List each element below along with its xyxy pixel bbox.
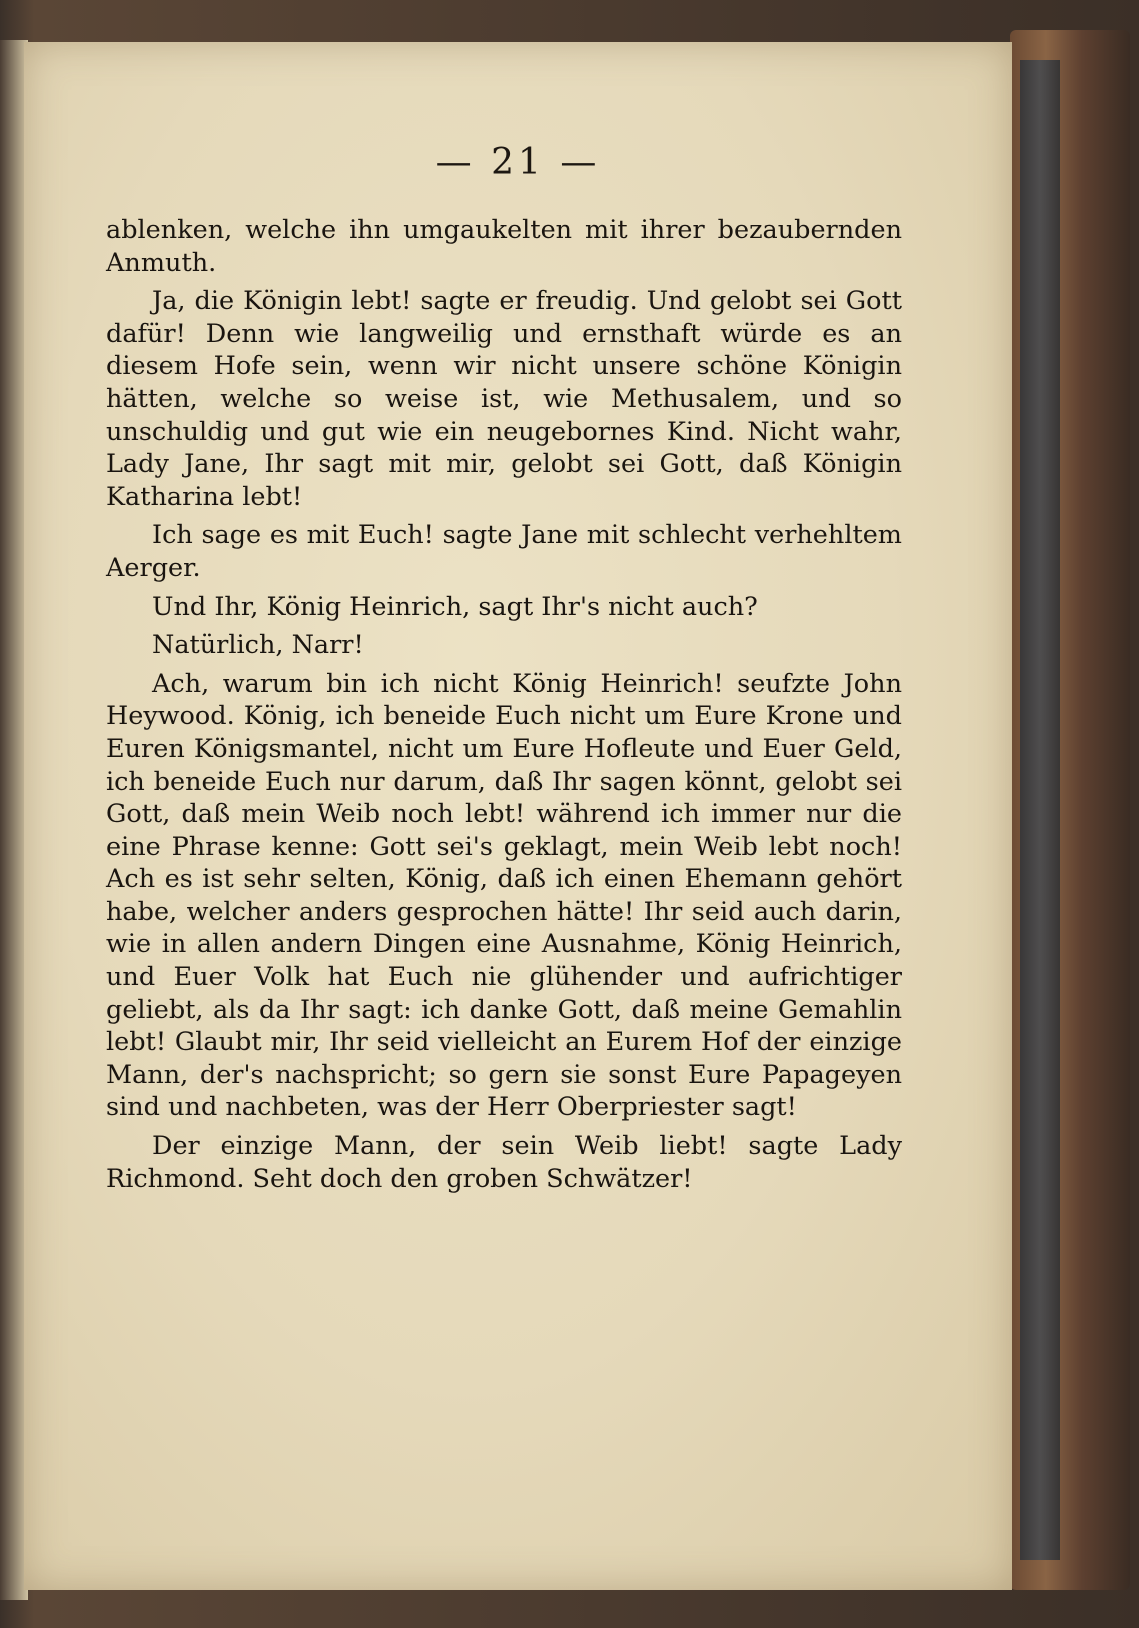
paragraph-3: Ich sage es mit Euch! sagte Jane mit schlecht verhehltem Aerger. bbox=[106, 520, 902, 583]
book-page bbox=[24, 42, 1012, 1590]
paragraph-6: Ach, warum bin ich nicht König Heinrich! seufzte John Heywood. König, ich beneide Euch nicht um Eure Krone und Euren Königsmantel, nicht um Eure Hofleute und Euer Geld, ich beneide Euch nur darum, daß Ihr sagen könnt, gelobt sei Gott, daß mein Weib noch lebt! während ich immer nur die eine Phrase kenne: Gott sei's geklagt, mein Weib lebt noch! Ach es ist sehr selten, König, daß ich einen Ehemann gehört habe, welcher anders gesprochen hätte! Ihr seid auch darin, wie in allen andern Dingen eine Ausnahme, König Heinrich, und Euer Volk hat Euch nie glühender und aufrichtiger geliebt, als da Ihr sagt: ich danke Gott, daß meine Gemahlin lebt! Glaubt mir, Ihr seid vielleicht an Eurem Hof der einzige Mann, der's nachspricht; so gern sie sonst Eure Papageyen sind und nachbeten, was der Herr Oberpriester sagt! bbox=[106, 668, 902, 1123]
paragraph-5: Natürlich, Narr! bbox=[152, 630, 364, 661]
paragraph-7: Der einzige Mann, der sein Weib liebt! sagte Lady Richmond. Seht doch den groben Schwätzer! bbox=[106, 1131, 902, 1194]
paragraph-1: ablenken, welche ihn umgaukelten mit ihrer bezaubernden Anmuth. bbox=[106, 215, 902, 278]
page-body-text bbox=[106, 214, 902, 1201]
paragraph-2: Ja, die Königin lebt! sagte er freudig. Und gelobt sei Gott dafür! Denn wie langweilig und ernsthaft würde es an diesem Hofe sein, wenn wir nicht unsere schöne Königin hätten, welche so weise ist, wie Methusalem, und so unschuldig und gut wie ein neugebornes Kind. Nicht wahr, Lady Jane, Ihr sagt mit mir, gelobt sei Gott, daß Königin Katharina lebt! bbox=[106, 286, 902, 512]
paragraph-4: Und Ihr, König Heinrich, sagt Ihr's nicht auch? bbox=[152, 591, 758, 622]
page-number: — 21 — bbox=[435, 142, 601, 183]
book-cover-spine bbox=[1020, 60, 1060, 1560]
